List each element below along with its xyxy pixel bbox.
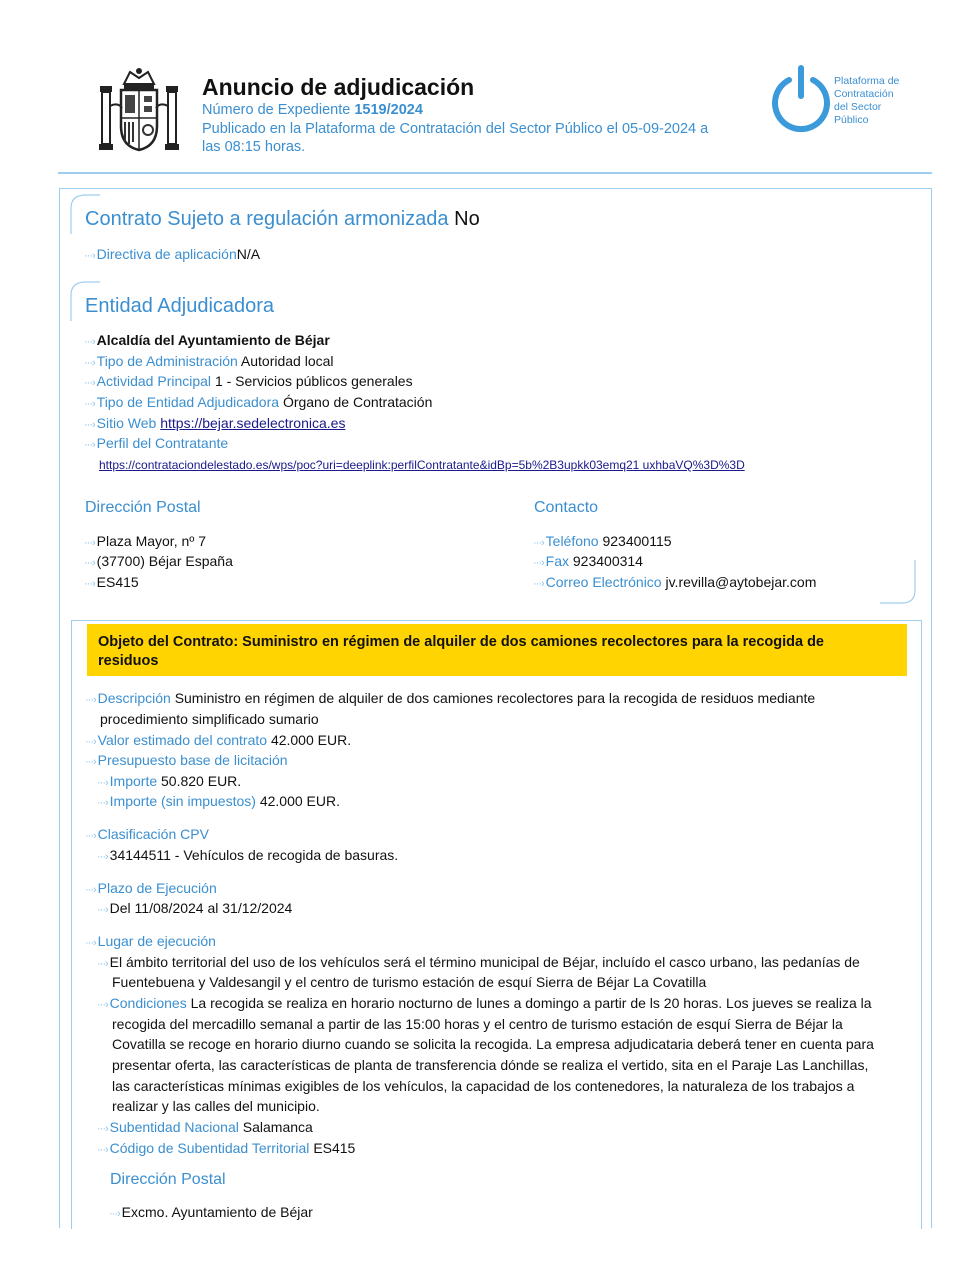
platform-power-icon [770,64,832,132]
directiva-row [84,245,260,265]
subentidad-row [97,1118,313,1138]
header-divider [58,172,932,174]
platform-logo-text [834,75,899,127]
cpv-row [85,825,209,845]
arrow-icon: ···› [84,336,95,348]
arrow-icon: ···› [84,557,95,569]
entidad-heading: Entidad Adjudicadora [85,295,275,317]
tipo-entidad-row [84,393,432,413]
presupuesto-label: Presupuesto base de licitación [97,752,288,768]
objeto-banner-line-2: residuos [98,653,159,669]
perfil-row [84,434,228,454]
arrow-icon: ···› [97,797,108,809]
fax-row [533,552,643,572]
importe-value: 50.820 EUR. [161,773,242,789]
importe-row [97,772,241,792]
expediente-value: 1519/2024 [354,102,423,118]
arrow-icon: ···› [84,578,95,590]
valor-value: 42.000 EUR. [270,732,352,748]
condiciones-label: Condiciones [109,995,187,1011]
objeto-direccion-heading: Dirección Postal [110,1171,226,1188]
frame-left-border [59,188,60,1228]
condiciones-line-6: realizar y las calles del municipio. [112,1098,320,1114]
published-line-1: Publicado en la Plataforma de Contratación del Sector Público el 05-09-2024 a [202,121,709,137]
correo-row [533,573,816,593]
condiciones-row [97,994,872,1014]
published-line-2: las 08:15 horas. [202,139,306,155]
correo-label: Correo Electrónico [545,574,662,590]
sitio-web-link[interactable]: https://bejar.sedelectronica.es [160,415,346,431]
arrow-icon: ···› [85,756,96,768]
descripcion-label: Descripción [97,690,171,706]
telefono-label: Teléfono [545,533,599,549]
presupuesto-row [85,751,288,771]
contacto-heading: Contacto [534,499,599,516]
plazo-value: Del 11/08/2024 al 31/12/2024 [109,900,293,916]
tipo-entidad-label: Tipo de Entidad Adjudicadora [96,394,280,410]
tipo-entidad-value: Órgano de Contratación [282,394,433,410]
arrow-icon: ···› [84,439,95,451]
direccion-line-3 [84,573,139,593]
condiciones-line-5: las características mínimas exigibles de los vehículos, la capacidad de los contenedores, la naturaleza de los trabajos a [112,1078,855,1094]
arrow-icon: ···› [84,377,95,389]
platform-logo-line-2: Contratación [834,88,894,100]
coat-of-arms-logo [94,66,184,158]
perfil-link[interactable]: https://contrataciondelestado.es/wps/poc?uri=deeplink:perfilContratante&idBp=5b%2B3upkk03emq21 uxhbaVQ%3D%3D [99,458,745,472]
tipo-admin-row [84,352,334,372]
codigo-row [97,1139,355,1159]
plazo-row [85,879,217,899]
lugar-line-1 [97,953,860,973]
direccion-line-1 [84,532,206,552]
valor-label: Valor estimado del contrato [97,732,268,748]
arrow-icon: ···› [84,419,95,431]
perfil-label: Perfil del Contratante [96,435,229,451]
arrow-icon: ···› [84,398,95,410]
arrow-icon: ···› [85,830,96,842]
sitio-web-row [84,414,345,434]
plazo-value-row [97,899,292,919]
importe-sin-label: Importe (sin impuestos) [109,793,256,809]
arrow-icon: ···› [97,958,108,970]
valor-row [85,731,351,751]
arrow-icon: ···› [84,250,95,262]
importe-sin-value: 42.000 EUR. [259,793,340,809]
platform-logo-line-1: Plataforma de [834,75,900,87]
contrato-heading-value: No [454,208,480,230]
entidad-name: Alcaldía del Ayuntamiento de Béjar [96,332,330,348]
lugar-label: Lugar de ejecución [97,933,216,949]
entidad-name-row [84,331,330,351]
directiva-value: N/A [236,246,261,262]
subentidad-value: Salamanca [242,1119,313,1135]
telefono-value: 923400115 [602,533,672,549]
telefono-row [533,532,672,552]
frame-right-border [931,188,932,1228]
arrow-icon: ···› [97,851,108,863]
actividad-row [84,372,413,392]
arrow-icon: ···› [85,884,96,896]
condiciones-line-2: recogida del mercadillo semanal a partir de las 15:00 horas y el centro de turismo estación de esquí Sierra de Béjar la [112,1016,843,1032]
sitio-web-label: Sitio Web [96,415,157,431]
direccion-line-2-text: (37700) Béjar España [96,553,233,569]
fax-label: Fax [545,553,569,569]
descripcion-line-1: Suministro en régimen de alquiler de dos camiones recolectores para la recogida de residuos mediante [174,690,816,706]
condiciones-line-4: presentar oferta, las características de planta de transferencia dónde se realiza el vertido, sita en el Paraje Las Lanchillas, [112,1057,869,1073]
correo-value: jv.revilla@aytobejar.com [665,574,817,590]
frame-top-border [59,188,932,189]
platform-logo-line-4: Público [834,114,869,126]
actividad-label: Actividad Principal [96,373,212,389]
contrato-heading-label: Contrato Sujeto a regulación armonizada [85,208,449,230]
plazo-label: Plazo de Ejecución [97,880,217,896]
objeto-banner-text [98,633,824,671]
direccion-line-3-text: ES415 [96,574,139,590]
fax-value: 923400314 [572,553,643,569]
objeto-banner [87,624,907,676]
direccion-line-1-text: Plaza Mayor, nº 7 [96,533,207,549]
contrato-heading [85,208,480,231]
codigo-value: ES415 [313,1140,356,1156]
importe-label: Importe [109,773,158,789]
actividad-value: 1 - Servicios públicos generales [214,373,413,389]
expediente-label: Número de Expediente [202,102,351,118]
lugar-line-1-text: El ámbito territorial del uso de los vehículos será el término municipal de Béjar, incluído el casco urbano, las pedanías de [109,954,860,970]
arrow-icon: ···› [97,1144,108,1156]
arrow-icon: ···› [97,999,108,1011]
descripcion-line-2: procedimiento simplificado sumario [100,711,319,727]
arrow-icon: ···› [85,694,96,706]
arrow-icon: ···› [85,937,96,949]
directiva-label: Directiva de aplicación [96,246,237,262]
lugar-line-2: Fuentebuena y Valdesangil y el centro de turismo estación de esquí Sierra de Béjar La Covatilla [112,974,707,990]
lugar-row [85,932,216,952]
arrow-icon: ···› [533,537,544,549]
cpv-value: 34144511 - Vehículos de recogida de basuras. [109,847,399,863]
objeto-banner-line-1: Objeto del Contrato: Suministro en régimen de alquiler de dos camiones recolectores para la recogida de [98,634,824,650]
importe-sin-row [97,792,340,812]
arrow-icon: ···› [109,1208,120,1220]
section-curve-3 [880,560,920,606]
objeto-direccion-line-1 [109,1203,313,1223]
codigo-label: Código de Subentidad Territorial [109,1140,310,1156]
arrow-icon: ···› [533,578,544,590]
condiciones-line-3: Covatilla se recoge en horario diurno cuando se solicita la recogida. La empresa adjudicataria deberá tener en cuenta para [112,1036,874,1052]
cpv-value-row [97,846,398,866]
arrow-icon: ···› [97,904,108,916]
arrow-icon: ···› [97,1123,108,1135]
arrow-icon: ···› [85,736,96,748]
cpv-label: Clasificación CPV [97,826,209,842]
arrow-icon: ···› [533,557,544,569]
tipo-admin-label: Tipo de Administración [96,353,238,369]
arrow-icon: ···› [97,777,108,789]
descripcion-row [85,689,815,709]
objeto-direccion-line-1-text: Excmo. Ayuntamiento de Béjar [121,1204,313,1220]
direccion-heading: Dirección Postal [85,499,201,516]
arrow-icon: ···› [84,537,95,549]
platform-logo-line-3: del Sector [834,101,882,113]
condiciones-line-1: La recogida se realiza en horario nocturno de lunes a domingo a partir de ls 20 horas. Los jueves se realiza la [190,995,872,1011]
direccion-line-2 [84,552,233,572]
tipo-admin-value: Autoridad local [240,353,334,369]
subentidad-label: Subentidad Nacional [109,1119,239,1135]
arrow-icon: ···› [84,357,95,369]
expediente-line [202,101,423,119]
page-title: Anuncio de adjudicación [202,74,475,100]
